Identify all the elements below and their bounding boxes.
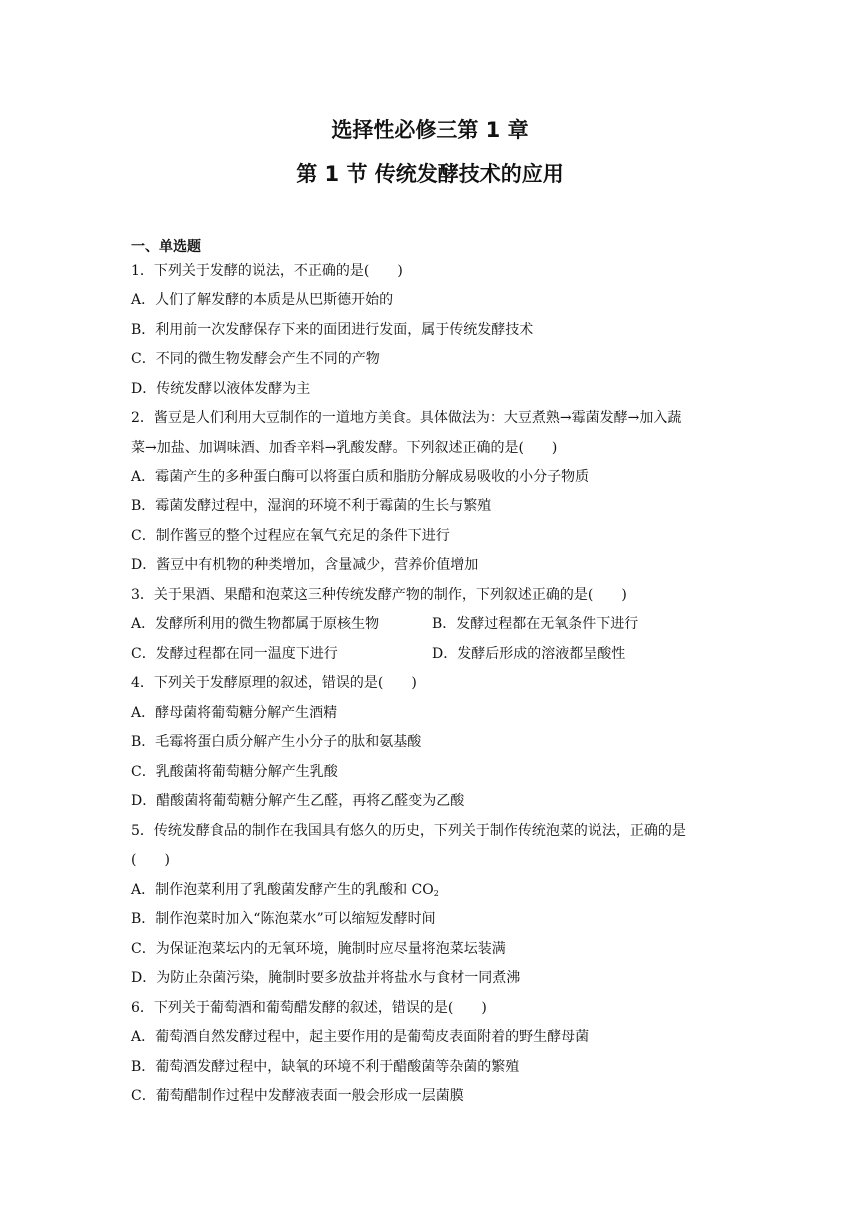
question-2-option-d: D．酱豆中有机物的种类增加，含量减少，营养价值增加 (131, 557, 479, 573)
document-title: 选择性必修三第 1 章 (331, 118, 529, 142)
question-4-option-a: A．酵母菌将葡萄糖分解产生酒精 (131, 705, 338, 721)
question-5-option-a (131, 880, 439, 904)
question-2-option-c: C．制作酱豆的整个过程应在氧气充足的条件下进行 (131, 528, 450, 544)
question-6-option-b: B．葡萄酒发酵过程中，缺氧的环境不利于醋酸菌等杂菌的繁殖 (131, 1059, 520, 1075)
section-heading: 一、单选题 (131, 239, 201, 255)
question-2-stem-line-2: 菜→加盐、加调味酒、加香辛料→乳酸发酵。下列叙述正确的是( ) (131, 440, 558, 456)
question-4-stem: 4．下列关于发酵原理的叙述，错误的是( ) (131, 675, 417, 691)
question-5-option-d: D．为防止杂菌污染，腌制时要多放盐并将盐水与食材一同煮沸 (131, 970, 521, 986)
question-5-stem-line-2: ( ) (131, 852, 170, 868)
question-1-option-a: A．人们了解发酵的本质是从巴斯德开始的 (131, 292, 394, 308)
question-3-stem: 3．关于果酒、果醋和泡菜这三种传统发酵产物的制作，下列叙述正确的是( ) (131, 587, 627, 603)
question-1-option-c: C．不同的微生物发酵会产生不同的产物 (131, 351, 380, 367)
question-2-stem-line-1: 2．酱豆是人们利用大豆制作的一道地方美食。具体做法为：大豆煮熟→霉菌发酵→加入蔬 (131, 410, 682, 426)
question-6-stem: 6．下列关于葡萄酒和葡萄醋发酵的叙述，错误的是( ) (131, 1000, 487, 1016)
question-2-option-b: B．霉菌发酵过程中，湿润的环境不利于霉菌的生长与繁殖 (131, 498, 492, 514)
question-6-option-c: C．葡萄醋制作过程中发酵液表面一般会形成一层菌膜 (131, 1088, 464, 1104)
question-1-stem: 1．下列关于发酵的说法，不正确的是( ) (131, 263, 403, 279)
question-5-stem-line-1: 5．传统发酵食品的制作在我国具有悠久的历史，下列关于制作传统泡菜的说法，正确的是 (131, 823, 686, 839)
question-1-option-d: D．传统发酵以液体发酵为主 (131, 381, 311, 397)
question-3-option-b: B．发酵过程都在无氧条件下进行 (432, 616, 639, 632)
question-3-option-c: C．发酵过程都在同一温度下进行 (131, 646, 338, 662)
question-1-option-b: B．利用前一次发酵保存下来的面团进行发面，属于传统发酵技术 (131, 322, 534, 338)
question-2-option-a: A．霉菌产生的多种蛋白酶可以将蛋白质和脂肪分解成易吸收的小分子物质 (131, 469, 590, 485)
question-3-option-d: D．发酵后形成的溶液都呈酸性 (432, 646, 626, 662)
question-3-option-a: A．发酵所利用的微生物都属于原核生物 (131, 616, 380, 632)
question-5-option-c: C．为保证泡菜坛内的无氧环境，腌制时应尽量将泡菜坛装满 (131, 941, 506, 957)
document-subtitle: 第 1 节 传统发酵技术的应用 (296, 162, 564, 186)
question-4-option-c: C．乳酸菌将葡萄糖分解产生乳酸 (131, 764, 338, 780)
question-5-option-b: B．制作泡菜时加入“陈泡菜水”可以缩短发酵时间 (131, 911, 436, 927)
question-4-option-b: B．毛霉将蛋白质分解产生小分子的肽和氨基酸 (131, 734, 422, 750)
question-5-option-a-text: A．制作泡菜利用了乳酸菌发酵产生的乳酸和 CO (131, 882, 434, 898)
question-4-option-d: D．醋酸菌将葡萄糖分解产生乙醛，再将乙醛变为乙酸 (131, 793, 465, 809)
question-6-option-a: A．葡萄酒自然发酵过程中，起主要作用的是葡萄皮表面附着的野生酵母菌 (131, 1029, 590, 1045)
question-5-option-a-subscript: 2 (433, 889, 439, 898)
